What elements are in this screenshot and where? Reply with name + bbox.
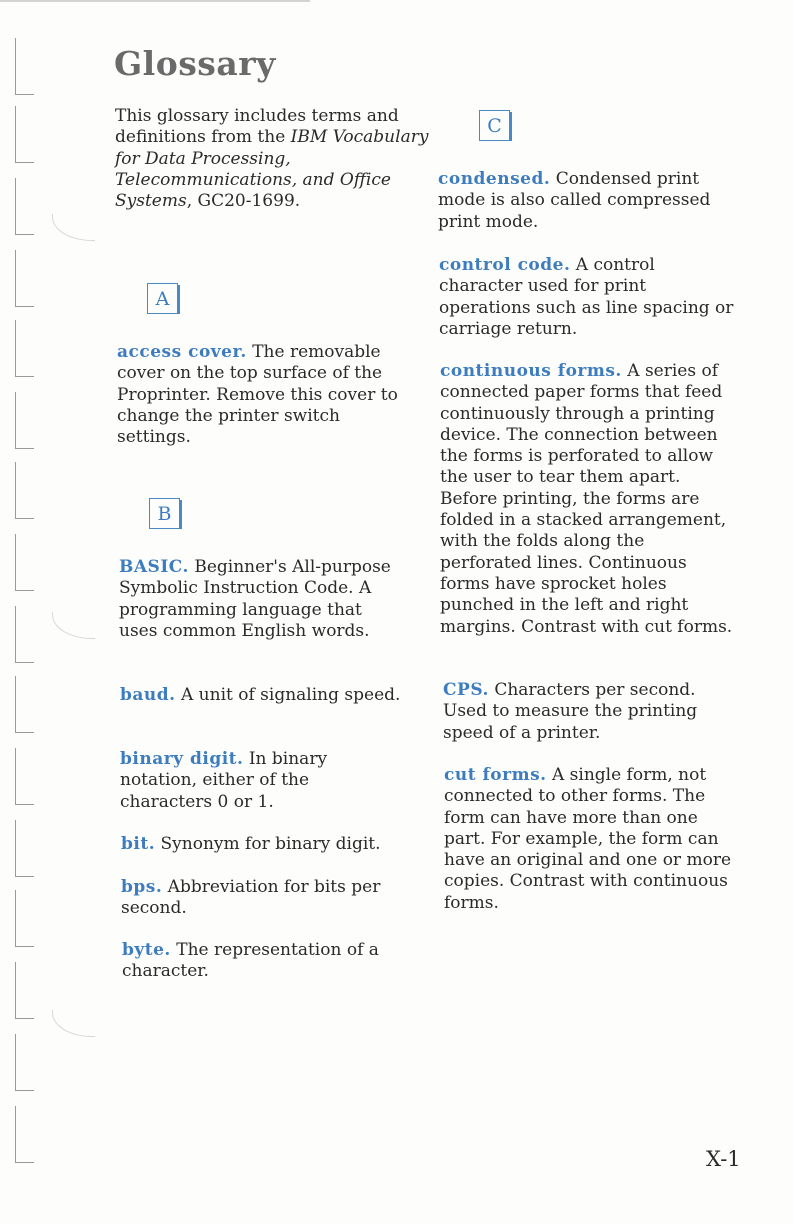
margin-tab-mark bbox=[15, 606, 34, 663]
entry-definition: The representation of a character. bbox=[122, 940, 379, 982]
margin-binding-curve bbox=[52, 214, 95, 241]
entry-term: bit. bbox=[121, 834, 156, 854]
entry-definition: Synonym for binary digit. bbox=[160, 834, 381, 854]
entry-definition: A control character used for print operations such as line spacing or carriage return. bbox=[439, 255, 734, 339]
section-letter-c: C bbox=[479, 110, 510, 141]
entry-definition: The removable cover on the top surface of the Proprinter. Remove this cover to change the printer switch settings. bbox=[117, 342, 398, 448]
entry-term: BASIC. bbox=[119, 557, 189, 577]
intro-doc-number: , GC20-1699. bbox=[186, 191, 301, 212]
intro-source-title: IBM Vocabulary for Data Processing, Telecommunications, and Office Systems bbox=[115, 127, 429, 212]
margin-tab-mark bbox=[15, 392, 34, 449]
entry-condensed bbox=[438, 169, 738, 233]
entry-cut-forms bbox=[444, 765, 744, 914]
entry-bps bbox=[121, 877, 421, 920]
entry-definition: Characters per second. Used to measure the printing speed of a printer. bbox=[443, 680, 698, 743]
entry-control-code bbox=[439, 255, 739, 340]
page-title: Glossary bbox=[114, 44, 276, 83]
entry-binary-digit bbox=[120, 749, 380, 813]
entry-term: binary digit. bbox=[120, 749, 244, 769]
entry-cps bbox=[443, 680, 738, 744]
entry-definition: Condensed print mode is also called compressed print mode. bbox=[438, 169, 711, 232]
entry-definition: Abbreviation for bits per second. bbox=[121, 877, 381, 919]
margin-tab-mark bbox=[15, 820, 34, 877]
glossary-intro bbox=[115, 106, 435, 212]
entry-term: continuous forms. bbox=[440, 361, 622, 381]
margin-tab-mark bbox=[15, 250, 34, 307]
entry-basic bbox=[119, 557, 404, 642]
margin-binding-curve bbox=[52, 1010, 95, 1037]
entry-term: CPS. bbox=[443, 680, 489, 700]
entry-byte bbox=[122, 940, 422, 983]
page-number: X-1 bbox=[706, 1147, 741, 1171]
entry-bit bbox=[121, 834, 421, 855]
entry-definition: A single form, not connected to other forms. The form can have more than one part. For example, the form can have an original and one or more copies. Contrast with continuous forms. bbox=[444, 765, 732, 913]
entry-definition: A series of connected paper forms that feed continuously through a printing device. The connection between the forms is perforated to allow the user to tear them apart. Before printing, the forms are folded in a stacked arrangement, with the folds along the perforated lines. Continuous forms have sprocket holes punched in the left and right margins. Contrast with cut forms. bbox=[440, 361, 733, 637]
entry-term: bps. bbox=[121, 877, 163, 897]
margin-tab-mark bbox=[15, 1106, 34, 1163]
entry-continuous-forms bbox=[440, 361, 740, 638]
entry-access-cover bbox=[117, 342, 417, 448]
margin-tab-mark bbox=[15, 106, 34, 163]
entry-definition: Beginner's All-purpose Symbolic Instruction Code. A programming language that uses common English words. bbox=[119, 557, 391, 641]
margin-tab-mark bbox=[15, 676, 34, 733]
margin-tab-mark bbox=[15, 38, 34, 95]
margin-tab-mark bbox=[15, 534, 34, 591]
entry-term: cut forms. bbox=[444, 765, 547, 785]
margin-tab-mark bbox=[15, 748, 34, 805]
entry-definition: A unit of signaling speed. bbox=[180, 685, 401, 705]
entry-baud bbox=[120, 685, 410, 706]
margin-tab-mark bbox=[15, 462, 34, 519]
margin-tab-mark bbox=[15, 1034, 34, 1091]
entry-term: baud. bbox=[120, 685, 176, 705]
section-letter-b: B bbox=[149, 498, 180, 529]
entry-definition: In binary notation, either of the characters 0 or 1. bbox=[120, 749, 328, 812]
margin-tab-mark bbox=[15, 890, 34, 947]
entry-term: condensed. bbox=[438, 169, 551, 189]
entry-term: control code. bbox=[439, 255, 571, 275]
intro-text: This glossary includes terms and definitions from the bbox=[115, 106, 399, 148]
margin-tab-mark bbox=[15, 962, 34, 1019]
margin-binding-curve bbox=[52, 612, 95, 639]
section-letter-a: A bbox=[147, 283, 178, 314]
margin-tab-mark bbox=[15, 320, 34, 377]
top-edge-line bbox=[0, 0, 310, 2]
margin-tab-mark bbox=[15, 178, 34, 235]
entry-term: access cover. bbox=[117, 342, 247, 362]
entry-term: byte. bbox=[122, 940, 171, 960]
